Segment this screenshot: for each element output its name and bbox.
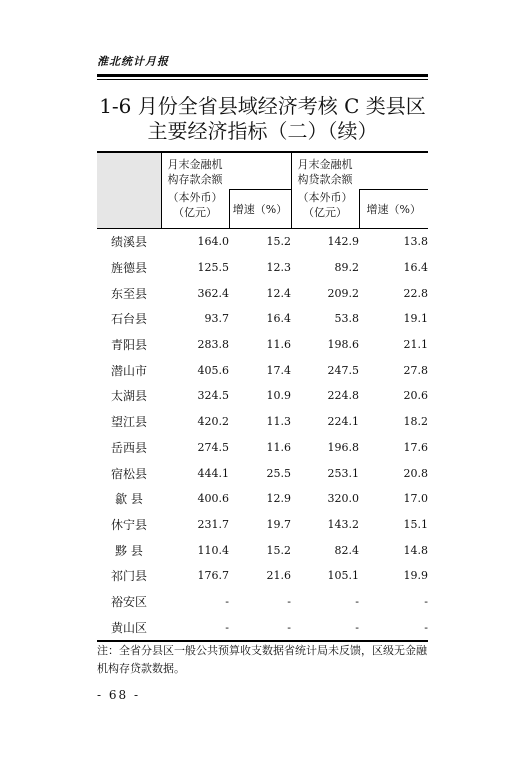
county-name: 黄山区 — [97, 614, 161, 641]
table-row — [97, 332, 428, 358]
deposit-growth: 12.9 — [266, 492, 291, 506]
loan-header-unit — [291, 190, 359, 229]
loan-desc-line1: 月末金融机 — [297, 158, 353, 171]
deposit-growth: 12.4 — [266, 286, 291, 300]
table-row — [97, 537, 428, 563]
loan-growth: - — [424, 594, 428, 608]
table-row — [97, 486, 428, 512]
deposit-balance: 125.5 — [197, 261, 229, 275]
county-name: 岳西县 — [110, 440, 147, 455]
deposit-balance: 400.6 — [197, 492, 229, 506]
deposit-growth: 10.9 — [266, 389, 291, 403]
deposit-balance: 176.7 — [197, 569, 229, 583]
loan-balance: 82.4 — [334, 543, 359, 557]
table-footnote: 注：全省分县区一般公共预算收支数据省统计局未反馈，区级无金融机构存贷款数据。 — [97, 644, 427, 675]
loan-unit-line1: （本外币） — [297, 190, 353, 204]
loan-balance: 143.2 — [327, 517, 359, 531]
deposit-balance: 420.2 — [197, 415, 229, 429]
deposit-balance: - — [225, 594, 229, 608]
deposit-desc-line1: 月末金融机 — [167, 158, 223, 171]
deposit-growth: 11.6 — [266, 440, 291, 454]
deposit-growth: - — [287, 594, 291, 608]
table-row — [97, 614, 428, 641]
deposit-balance: 93.7 — [204, 312, 229, 326]
deposit-balance: 274.5 — [197, 440, 229, 454]
county-name: 歙 县 — [115, 492, 143, 507]
table-row — [97, 383, 428, 409]
deposit-growth: 21.6 — [266, 569, 291, 583]
deposit-growth: 16.4 — [266, 312, 291, 326]
county-header-cell — [97, 152, 161, 229]
deposit-balance: 324.5 — [197, 389, 229, 403]
county-name: 石台县 — [110, 312, 147, 327]
county-name: 休宁县 — [110, 517, 147, 532]
loan-growth: 13.8 — [403, 235, 428, 249]
county-name: 黟 县 — [115, 543, 143, 558]
loan-balance: - — [291, 614, 359, 641]
deposit-balance: 164.0 — [197, 235, 229, 249]
deposit-balance: - — [161, 614, 229, 641]
table-row — [97, 357, 428, 383]
county-name: 宿松县 — [110, 466, 147, 481]
publication-header: 淮北统计月报 — [97, 55, 169, 68]
county-name: 望江县 — [110, 415, 147, 430]
loan-growth: 14.8 — [403, 543, 428, 557]
loan-desc-line2: 构贷款余额 — [297, 173, 353, 186]
table-row — [97, 229, 428, 255]
county-name: 裕安区 — [110, 594, 147, 609]
county-name: 祁门县 — [110, 569, 147, 584]
table-row — [97, 460, 428, 486]
deposit-growth: 11.3 — [266, 415, 291, 429]
loan-balance: 198.6 — [327, 338, 359, 352]
deposit-balance: 283.8 — [197, 338, 229, 352]
loan-balance: 247.5 — [327, 363, 359, 377]
loan-growth: 20.8 — [403, 466, 428, 480]
loan-balance: 224.1 — [327, 415, 359, 429]
loan-growth: 27.8 — [403, 363, 428, 377]
county-name: 东至县 — [110, 286, 147, 301]
table-header — [97, 152, 428, 229]
deposit-growth: 19.7 — [266, 517, 291, 531]
loan-balance: 196.8 — [327, 440, 359, 454]
deposit-growth: 11.6 — [266, 338, 291, 352]
deposit-growth: 25.5 — [266, 466, 291, 480]
deposit-growth: 15.2 — [266, 543, 291, 557]
county-name: 青阳县 — [110, 338, 147, 353]
loan-growth: 18.2 — [403, 415, 428, 429]
loan-growth-header: 增速（%） — [359, 190, 428, 229]
county-name: 绩溪县 — [110, 235, 147, 250]
loan-balance: 105.1 — [327, 569, 359, 583]
deposit-balance: 362.4 — [197, 286, 229, 300]
loan-growth: 19.1 — [403, 312, 428, 326]
county-name: 太湖县 — [110, 389, 147, 404]
loan-growth: 15.1 — [403, 517, 428, 531]
page-title-line2: 主要经济指标（二）（续） — [147, 119, 378, 143]
loan-balance: 209.2 — [327, 286, 359, 300]
loan-balance: 53.8 — [334, 312, 359, 326]
deposit-unit-line1: （本外币） — [167, 190, 223, 204]
county-name: 旌德县 — [110, 261, 147, 276]
loan-header-desc — [291, 152, 428, 190]
table-body — [97, 229, 428, 642]
deposit-growth: 17.4 — [266, 363, 291, 377]
indicator-table — [97, 151, 428, 642]
table-row — [97, 255, 428, 281]
table-row — [97, 563, 428, 589]
deposit-balance: 110.4 — [197, 543, 229, 557]
loan-balance: - — [355, 594, 359, 608]
deposit-balance: 444.1 — [197, 466, 229, 480]
deposit-unit-line2: （亿元） — [173, 205, 217, 219]
deposit-growth: - — [229, 614, 291, 641]
deposit-balance: 231.7 — [197, 517, 229, 531]
deposit-header-unit — [161, 190, 229, 229]
table-row — [97, 306, 428, 332]
loan-balance: 253.1 — [327, 466, 359, 480]
table-row — [97, 280, 428, 306]
table-row — [97, 409, 428, 435]
deposit-growth-header: 增速（%） — [229, 190, 291, 229]
loan-growth: 17.0 — [403, 492, 428, 506]
deposit-growth: 12.3 — [266, 261, 291, 275]
loan-growth: 21.1 — [403, 338, 428, 352]
page-title-line1: 1-6 月份全省县域经济考核 C 类县区 — [99, 94, 426, 118]
header-rule-thin — [97, 79, 428, 80]
loan-growth: 20.6 — [403, 389, 428, 403]
table-row — [97, 435, 428, 461]
loan-balance: 142.9 — [327, 235, 359, 249]
header-rule-thick — [97, 74, 428, 77]
deposit-growth: 15.2 — [266, 235, 291, 249]
loan-growth: 22.8 — [403, 286, 428, 300]
loan-growth: - — [359, 614, 428, 641]
loan-growth: 17.6 — [403, 440, 428, 454]
loan-balance: 224.8 — [327, 389, 359, 403]
deposit-desc-line2: 构存款余额 — [167, 173, 223, 186]
county-name: 潜山市 — [110, 363, 147, 378]
table-row — [97, 589, 428, 615]
loan-growth: 19.9 — [403, 569, 428, 583]
loan-balance: 320.0 — [327, 492, 359, 506]
loan-balance: 89.2 — [334, 261, 359, 275]
loan-unit-line2: （亿元） — [303, 205, 347, 219]
page-number: - 68 - — [97, 688, 141, 702]
loan-growth: 16.4 — [403, 261, 428, 275]
deposit-header-desc — [161, 152, 291, 190]
table-row — [97, 512, 428, 538]
deposit-balance: 405.6 — [197, 363, 229, 377]
